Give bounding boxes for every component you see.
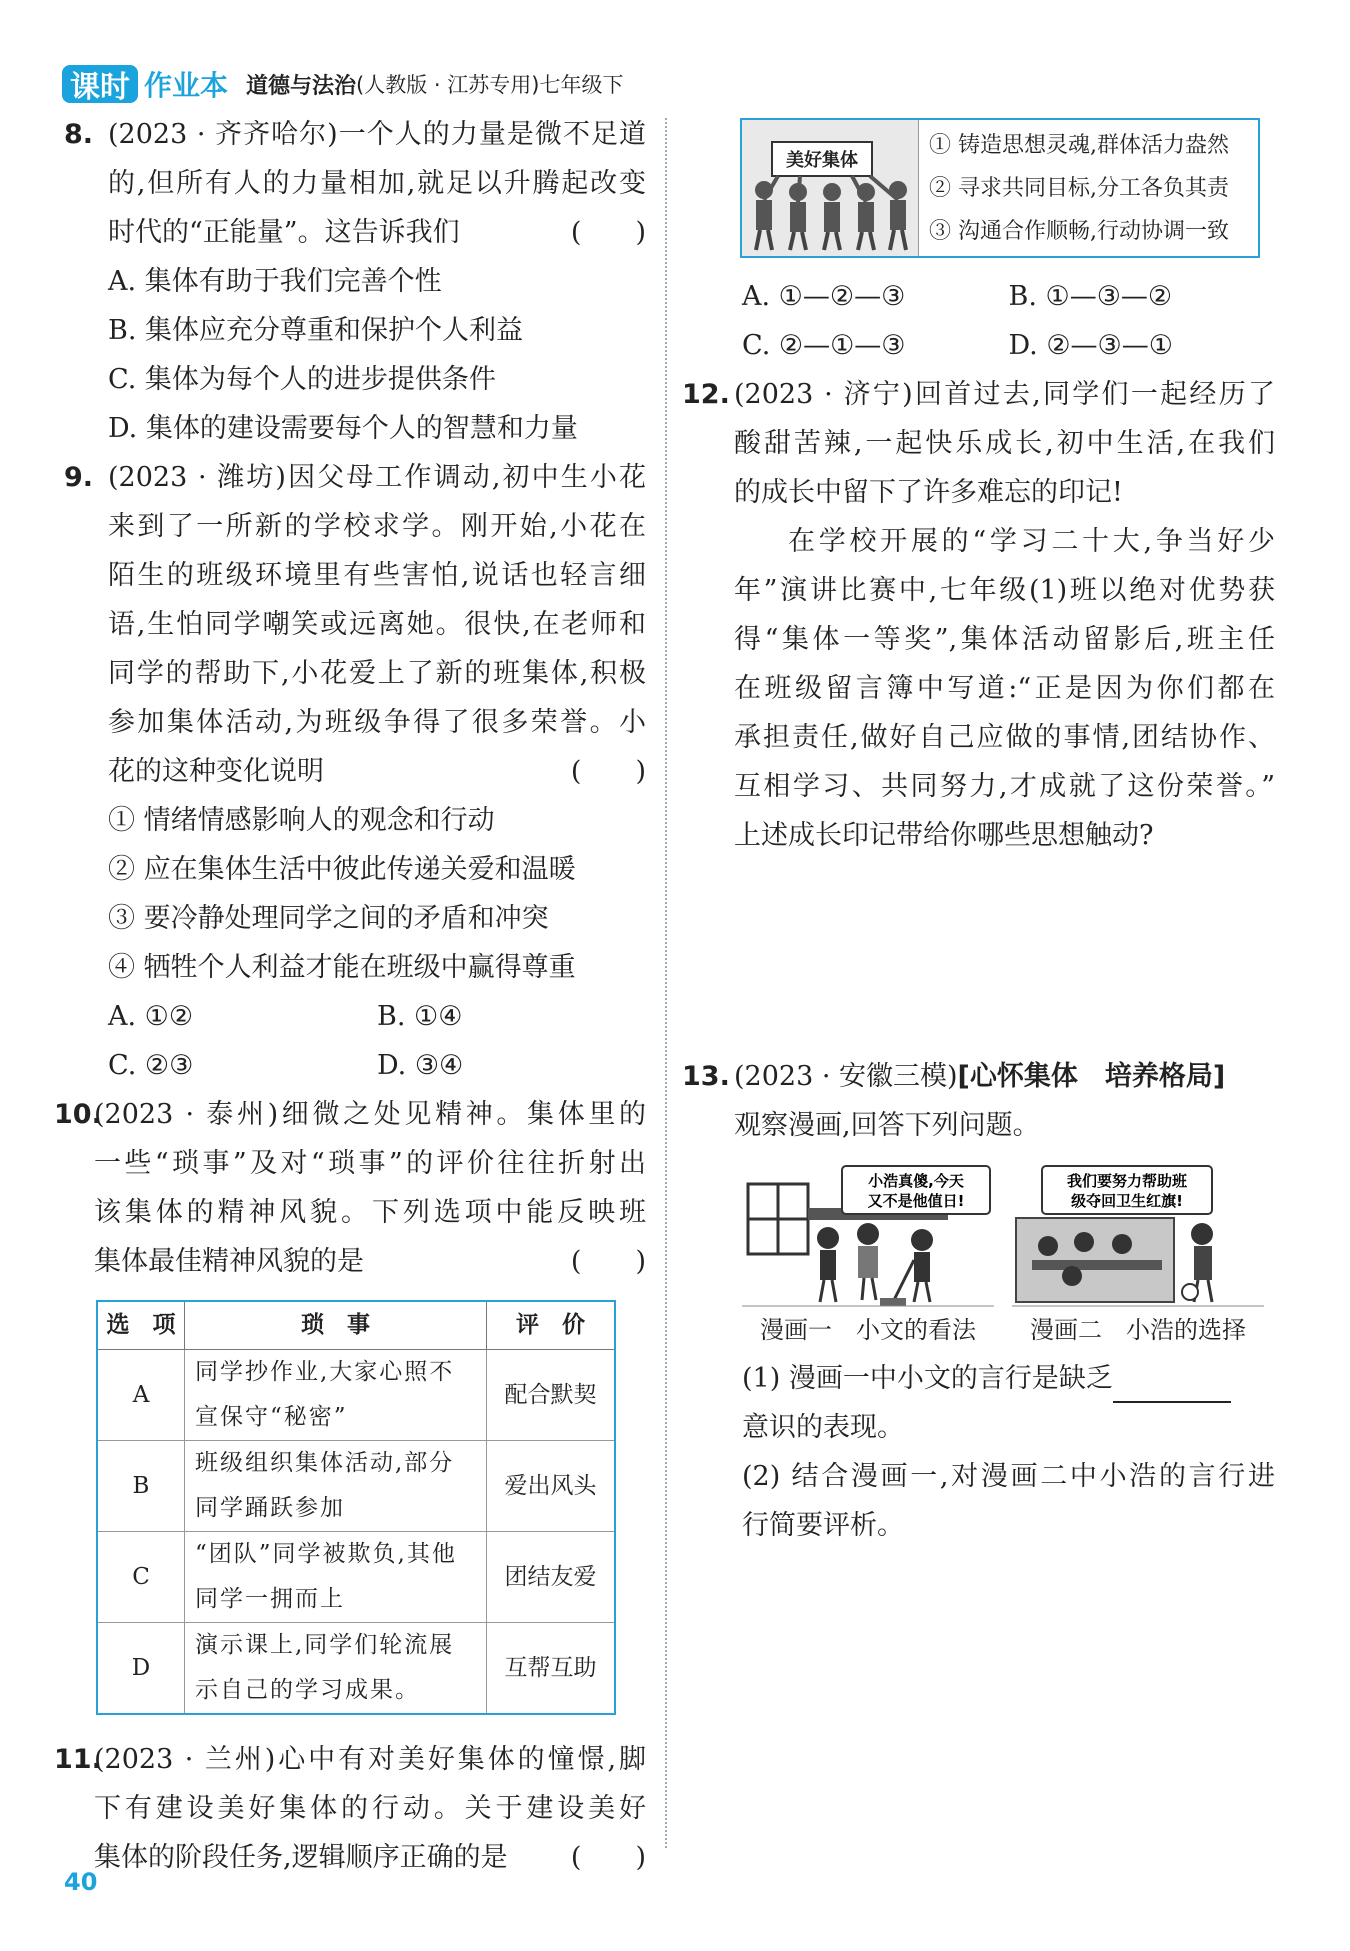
question-text-line: 陌生的班级环境里有些害怕,说话也轻言细 [108, 560, 646, 591]
question-text-line: 酸甜苦辣,一起快乐成长,初中生活,在我们 [734, 428, 1275, 459]
question-9 [64, 453, 646, 1090]
sub-question: 上述成长印记带给你哪些思想触动? [734, 820, 1154, 851]
question-text-line: 语,生怕同学嘲笑或远离她。很快,在老师和 [108, 609, 646, 640]
option-d[interactable]: D. 集体的建设需要每个人的智慧和力量 [108, 413, 578, 444]
option-c[interactable]: C. 集体为每个人的进步提供条件 [108, 364, 496, 395]
answer-space[interactable] [690, 860, 1275, 1052]
statement-1: ① 情绪情感影响人的观念和行动 [108, 805, 495, 836]
row-option: B [97, 1441, 185, 1532]
row-evaluation: 爱出风头 [487, 1441, 616, 1532]
options-table [96, 1300, 616, 1715]
option-a[interactable]: A. ①② [108, 1001, 194, 1032]
paragraph-line: 得“集体一等奖”,集体活动留影后,班主任 [734, 624, 1275, 655]
answer-bracket[interactable]: ( ) [570, 756, 646, 787]
option-a[interactable]: A. 集体有助于我们完善个性 [108, 266, 442, 297]
page-number: 40 [64, 1868, 98, 1896]
row-evaluation: 团结友爱 [487, 1532, 616, 1623]
table-row[interactable] [97, 1441, 615, 1532]
comic-one-illustration [742, 1164, 994, 1310]
option-d[interactable]: D. ②—③—① [1008, 330, 1173, 361]
question-number: 11. [54, 1744, 102, 1775]
row-option: A [97, 1350, 185, 1441]
sub-question-2-end: 行简要评析。 [742, 1510, 904, 1541]
subject-title: 道德与法治 [246, 73, 357, 99]
paragraph-line: 年”演讲比赛中,七年级(1)班以绝对优势获 [734, 575, 1275, 606]
answer-bracket[interactable]: ( ) [570, 1842, 646, 1873]
question-text-line: (2023 · 齐齐哈尔)一个人的力量是微不足道 [108, 119, 646, 150]
stage-list [919, 120, 1258, 256]
question-text-line: 一些“琐事”及对“琐事”的评价往往折射出 [94, 1148, 646, 1179]
question-text-line: 参加集体活动,为班级争得了很多荣誉。小 [108, 707, 646, 738]
table-row[interactable] [97, 1532, 615, 1623]
row-option: D [97, 1623, 185, 1715]
paragraph-line: 承担责任,做好自己应做的事情,团结协作、 [734, 722, 1275, 753]
question-12 [682, 370, 1275, 860]
instruction: 观察漫画,回答下列问题。 [734, 1110, 1040, 1141]
comics-row [742, 1164, 1275, 1350]
sub-question-1-end: 意识的表现。 [742, 1412, 904, 1443]
q10-table-wrap [106, 1300, 646, 1715]
statement-2: ② 应在集体生活中彼此传递关爱和温暖 [108, 854, 576, 885]
figure-sign-text: 美好集体 [786, 150, 858, 171]
question-text-line: (2023 · 兰州)心中有对美好集体的憧憬,脚 [94, 1744, 646, 1775]
book-logo: 课时 [62, 65, 138, 103]
option-d[interactable]: D. ③④ [377, 1050, 464, 1081]
people-holding-sign-icon [742, 120, 918, 256]
question-text-line: 的,但所有人的力量相加,就足以升腾起改变 [108, 168, 646, 199]
comic-two-bubble-line: 级夺回卫生红旗! [1071, 1192, 1183, 1210]
edition-label: (人教版 · 江苏专用)七年级下 [356, 73, 624, 97]
question-text-line: 集体的阶段任务,逻辑顺序正确的是 [94, 1842, 508, 1873]
row-thing: 同学抄作业,大家心照不宣保守“秘密” [185, 1350, 487, 1441]
statement-3: ③ 要冷静处理同学之间的矛盾和冲突 [108, 903, 549, 934]
left-column [54, 110, 646, 1882]
header-option: 选 项 [97, 1301, 185, 1350]
team-lifting-illustration [742, 120, 919, 256]
question-text-line: 下有建设美好集体的行动。关于建设美好 [94, 1793, 646, 1824]
stage-2: ② 寻求共同目标,分工各负其责 [929, 176, 1229, 201]
paragraph-line: 在学校开展的“学习二十大,争当好少 [788, 526, 1275, 557]
row-thing: “团队”同学被欺负,其他同学一拥而上 [185, 1532, 487, 1623]
row-option: C [97, 1532, 185, 1623]
question-8 [64, 110, 646, 453]
question-source: (2023 · 安徽三模) [734, 1061, 958, 1092]
q13-sub-questions [690, 1354, 1275, 1550]
paragraph-line: 互相学习、共同努力,才成就了这份荣誉。” [734, 771, 1275, 802]
question-text-line: 花的这种变化说明 [108, 756, 324, 787]
question-text-line: 时代的“正能量”。这告诉我们 [108, 217, 460, 248]
answer-bracket[interactable]: ( ) [570, 217, 646, 248]
question-13 [682, 1052, 1275, 1150]
question-text-line: (2023 · 潍坊)因父母工作调动,初中生小花 [108, 462, 646, 493]
question-text-line: 集体最佳精神风貌的是 [94, 1246, 364, 1277]
q11-options [690, 272, 1275, 370]
question-10 [54, 1090, 646, 1286]
question-number: 9. [64, 462, 94, 493]
question-text-line: 来到了一所新的学校求学。刚开始,小花在 [108, 511, 646, 542]
option-c[interactable]: C. ②—①—③ [742, 330, 906, 361]
header-thing: 琐 事 [185, 1301, 487, 1350]
row-thing: 演示课上,同学们轮流展示自己的学习成果。 [185, 1623, 487, 1715]
question-text-line: (2023 · 济宁)回首过去,同学们一起经历了 [734, 379, 1275, 410]
question-number: 13. [682, 1061, 730, 1092]
header-evaluation: 评 价 [487, 1301, 616, 1350]
sub-question-2: (2) 结合漫画一,对漫画二中小浩的言行进 [742, 1461, 1275, 1492]
stage-1: ① 铸造思想灵魂,群体活力盎然 [929, 133, 1229, 158]
column-divider [665, 118, 667, 1848]
comic-one-caption: 漫画一 小文的看法 [760, 1316, 976, 1344]
comic-one-bubble-line: 又不是他值日! [867, 1192, 965, 1210]
row-evaluation: 互帮互助 [487, 1623, 616, 1715]
question-text-line: 的成长中留下了许多难忘的印记! [734, 477, 1123, 508]
table-row[interactable] [97, 1623, 615, 1715]
question-text-line: (2023 · 泰州)细微之处见精神。集体里的 [94, 1099, 646, 1130]
answer-bracket[interactable]: ( ) [570, 1246, 646, 1277]
sub-question-1: (1) 漫画一中小文的言行是缺乏 [742, 1363, 1113, 1394]
option-b[interactable]: B. ①④ [377, 1001, 463, 1032]
question-11 [54, 1735, 646, 1882]
row-thing: 班级组织集体活动,部分同学踊跃参加 [185, 1441, 487, 1532]
option-b[interactable]: B. ①—③—② [1008, 281, 1173, 312]
table-header-row [97, 1301, 615, 1350]
option-c[interactable]: C. ②③ [108, 1050, 194, 1081]
question-text-line: 该集体的精神风貌。下列选项中能反映班 [94, 1197, 646, 1228]
option-b[interactable]: B. 集体应充分尊重和保护个人利益 [108, 315, 524, 346]
table-row[interactable] [97, 1350, 615, 1441]
book-title: 作业本 [144, 69, 229, 102]
row-evaluation: 配合默契 [487, 1350, 616, 1441]
comic-two-bubble-line: 我们要努力帮助班 [1066, 1172, 1188, 1190]
comic-one-bubble-line: 小浩真傻,今天 [868, 1172, 964, 1190]
stage-3: ③ 沟通合作顺畅,行动协调一致 [929, 219, 1229, 244]
question-number: 8. [64, 119, 94, 150]
page-header [62, 62, 623, 106]
fill-in-blank[interactable] [1113, 1371, 1231, 1403]
comic-one [742, 1164, 994, 1350]
option-a[interactable]: A. ①—②—③ [742, 281, 906, 312]
comic-two-illustration [1012, 1164, 1264, 1310]
paragraph-line: 在班级留言簿中写道:“正是因为你们都在 [734, 673, 1275, 704]
topic-tag: [心怀集体 培养格局] [957, 1061, 1226, 1092]
q11-figure [740, 118, 1260, 258]
question-number: 10. [54, 1099, 102, 1130]
statement-4: ④ 牺牲个人利益才能在班级中赢得尊重 [108, 952, 576, 983]
comic-two-caption: 漫画二 小浩的选择 [1030, 1316, 1246, 1344]
question-number: 12. [682, 379, 730, 410]
right-column [682, 118, 1275, 1550]
question-text-line: 同学的帮助下,小花爱上了新的班集体,积极 [108, 658, 646, 689]
comic-two [1012, 1164, 1264, 1350]
